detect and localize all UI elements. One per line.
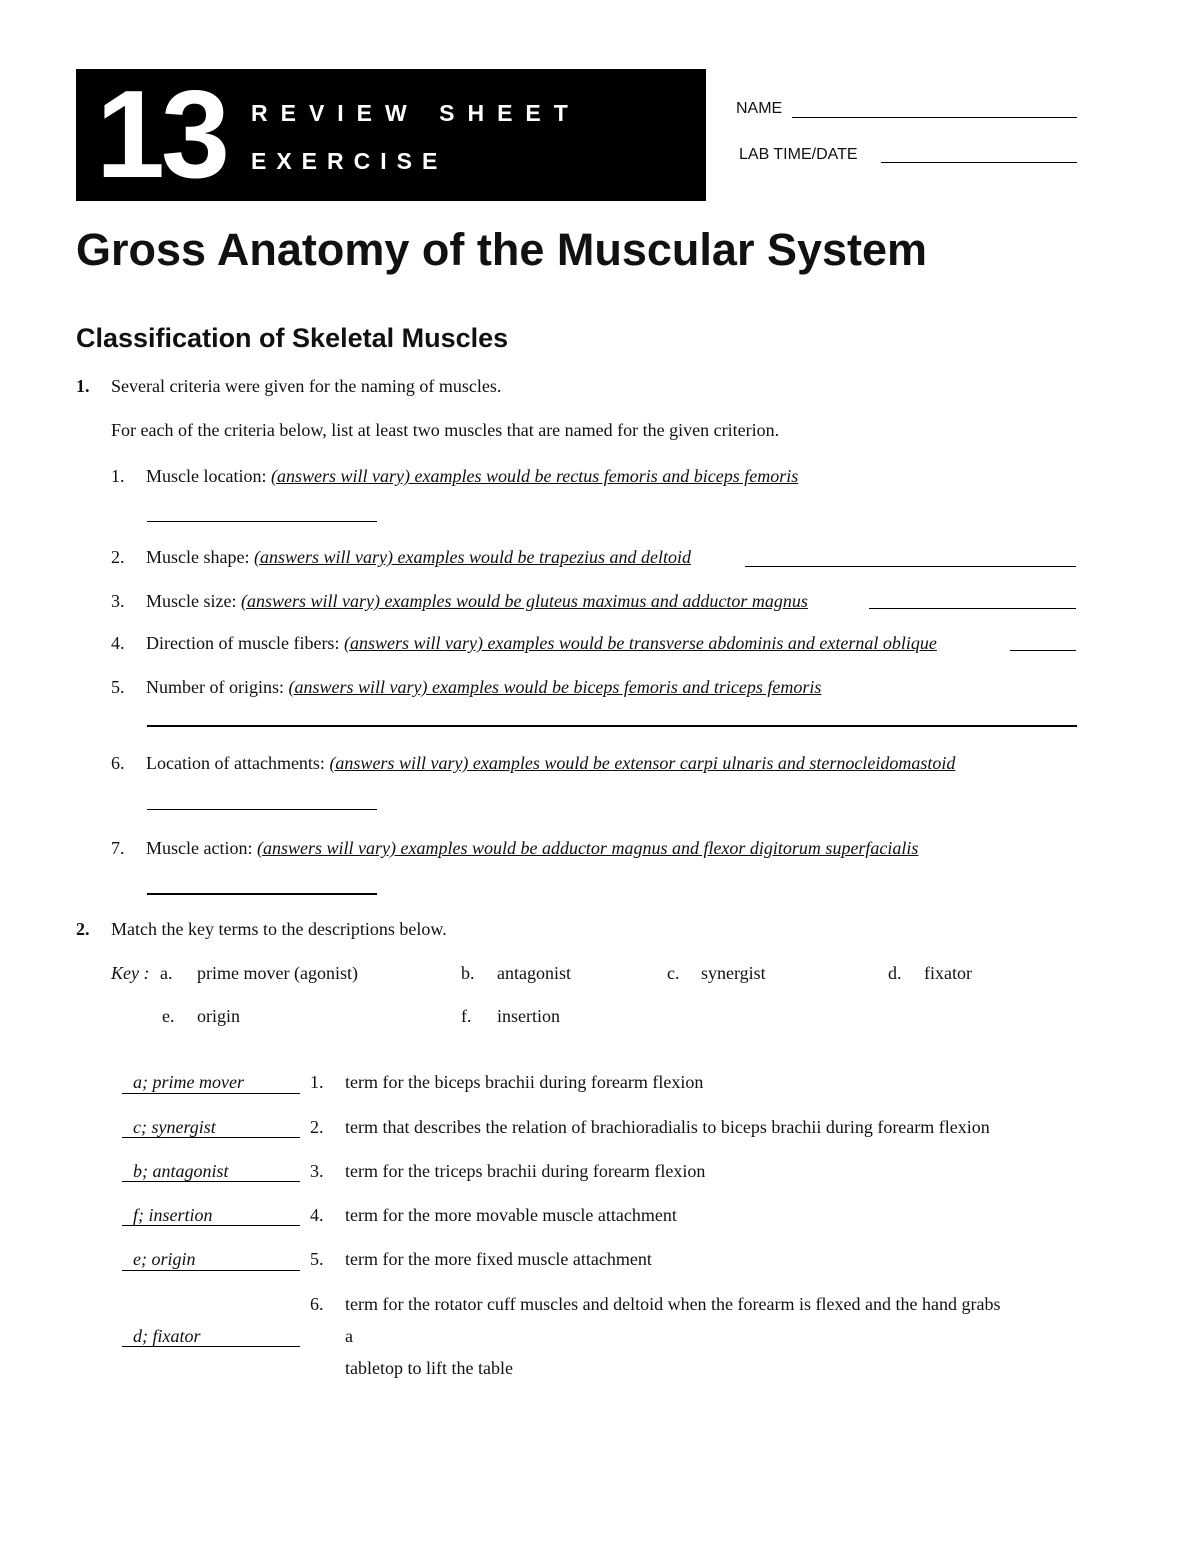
answer-line[interactable] bbox=[147, 725, 1077, 727]
q1-item-number: 6. bbox=[111, 753, 125, 773]
match-number: 6. bbox=[310, 1294, 324, 1314]
key-letter: f. bbox=[461, 1006, 472, 1026]
match-description: term for the triceps brachii during forearm flexion bbox=[345, 1161, 706, 1181]
match-number: 1. bbox=[310, 1072, 324, 1092]
q1-item-label: Number of origins: bbox=[146, 677, 284, 697]
q1-item bbox=[146, 838, 918, 859]
q1-number: 1. bbox=[76, 376, 90, 396]
q1-item-label: Muscle shape: bbox=[146, 547, 250, 567]
key-letter: b. bbox=[461, 963, 475, 983]
q1-item bbox=[146, 466, 798, 487]
name-field[interactable] bbox=[792, 117, 1077, 118]
q2-number: 2. bbox=[76, 919, 90, 939]
answer-line[interactable] bbox=[1010, 650, 1076, 651]
q1-item-answer[interactable]: (answers will vary) examples would be rectus femoris and biceps femoris bbox=[270, 466, 799, 486]
q1-item-answer[interactable]: (answers will vary) examples would be biceps femoris and triceps femoris bbox=[288, 677, 822, 697]
q1-item-label: Muscle action: bbox=[146, 838, 253, 858]
key-letter: e. bbox=[162, 1006, 175, 1026]
q1-item-answer[interactable]: (answers will vary) examples would be gluteus maximus and adductor magnus bbox=[240, 591, 808, 611]
q2-intro: Match the key terms to the descriptions below. bbox=[111, 919, 447, 939]
page-title: Gross Anatomy of the Muscular System bbox=[76, 224, 928, 275]
q1-item-answer[interactable]: (answers will vary) examples would be extensor carpi ulnaris and sternocleidomastoid bbox=[329, 753, 956, 773]
q1-item bbox=[146, 547, 691, 568]
q1-item-answer[interactable]: (answers will vary) examples would be adductor magnus and flexor digitorum superfacialis bbox=[256, 838, 919, 858]
match-answer[interactable]: b; antagonist bbox=[133, 1161, 229, 1181]
match-description: tabletop to lift the table bbox=[345, 1358, 513, 1378]
q1-item-number: 3. bbox=[111, 591, 125, 611]
name-label: NAME bbox=[736, 100, 783, 117]
q1-item-label: Location of attachments: bbox=[146, 753, 325, 773]
labtime-label: LAB TIME/DATE bbox=[739, 146, 858, 163]
key-term: synergist bbox=[701, 963, 766, 983]
match-answer[interactable]: f; insertion bbox=[133, 1205, 213, 1225]
match-answer[interactable]: e; origin bbox=[133, 1249, 196, 1269]
answer-line[interactable] bbox=[745, 566, 1076, 567]
q1-intro: Several criteria were given for the naming of muscles. bbox=[111, 376, 502, 396]
exercise-number: 13 bbox=[96, 66, 226, 204]
match-description: term for the biceps brachii during forearm flexion bbox=[345, 1072, 704, 1092]
q1-item-number: 4. bbox=[111, 633, 125, 653]
q1-item bbox=[146, 677, 821, 698]
q1-item-label: Muscle location: bbox=[146, 466, 267, 486]
match-answer-line[interactable] bbox=[122, 1270, 300, 1271]
key-term: origin bbox=[197, 1006, 240, 1026]
q1-item-number: 2. bbox=[111, 547, 125, 567]
match-description: term for the more movable muscle attachment bbox=[345, 1205, 677, 1225]
q1-item bbox=[146, 591, 808, 612]
key-letter: a. bbox=[160, 963, 173, 983]
key-letter: d. bbox=[888, 963, 902, 983]
match-answer[interactable]: a; prime mover bbox=[133, 1072, 244, 1092]
q1-item bbox=[146, 753, 955, 774]
key-term: fixator bbox=[924, 963, 972, 983]
q1-item-number: 7. bbox=[111, 838, 125, 858]
match-description: term that describes the relation of brachioradialis to biceps brachii during forearm flexion bbox=[345, 1117, 990, 1137]
match-answer[interactable]: d; fixator bbox=[133, 1326, 201, 1346]
answer-line[interactable] bbox=[147, 893, 377, 895]
match-description: a bbox=[345, 1326, 353, 1346]
match-answer-line[interactable] bbox=[122, 1346, 300, 1347]
match-number: 2. bbox=[310, 1117, 324, 1137]
answer-line[interactable] bbox=[869, 608, 1076, 609]
q1-item-number: 5. bbox=[111, 677, 125, 697]
q1-item-answer[interactable]: (answers will vary) examples would be transverse abdominis and external oblique bbox=[343, 633, 937, 653]
q1-instruction: For each of the criteria below, list at least two muscles that are named for the given criterion. bbox=[111, 420, 780, 440]
review-sheet-label: REVIEW SHEET bbox=[251, 100, 581, 126]
match-answer-line[interactable] bbox=[122, 1137, 300, 1138]
q1-item-number: 1. bbox=[111, 466, 125, 486]
q1-item bbox=[146, 633, 937, 654]
q1-item-label: Muscle size: bbox=[146, 591, 237, 611]
match-number: 4. bbox=[310, 1205, 324, 1225]
q1-item-label: Direction of muscle fibers: bbox=[146, 633, 340, 653]
key-letter: c. bbox=[667, 963, 680, 983]
key-label: Key : bbox=[111, 963, 150, 983]
q1-item-answer[interactable]: (answers will vary) examples would be trapezius and deltoid bbox=[253, 547, 691, 567]
match-answer-line[interactable] bbox=[122, 1225, 300, 1226]
match-answer-line[interactable] bbox=[122, 1093, 300, 1094]
match-answer-line[interactable] bbox=[122, 1181, 300, 1182]
match-number: 3. bbox=[310, 1161, 324, 1181]
answer-line[interactable] bbox=[147, 521, 377, 522]
labtime-field[interactable] bbox=[881, 162, 1077, 163]
exercise-label: EXERCISE bbox=[251, 148, 448, 174]
match-answer[interactable]: c; synergist bbox=[133, 1117, 216, 1137]
key-term: insertion bbox=[497, 1006, 560, 1026]
match-number: 5. bbox=[310, 1249, 324, 1269]
match-description: term for the more fixed muscle attachment bbox=[345, 1249, 652, 1269]
key-term: prime mover (agonist) bbox=[197, 963, 358, 983]
key-term: antagonist bbox=[497, 963, 571, 983]
section-title: Classification of Skeletal Muscles bbox=[76, 323, 509, 353]
answer-line[interactable] bbox=[147, 809, 377, 810]
match-description: term for the rotator cuff muscles and deltoid when the forearm is flexed and the hand grabs bbox=[345, 1294, 1001, 1314]
